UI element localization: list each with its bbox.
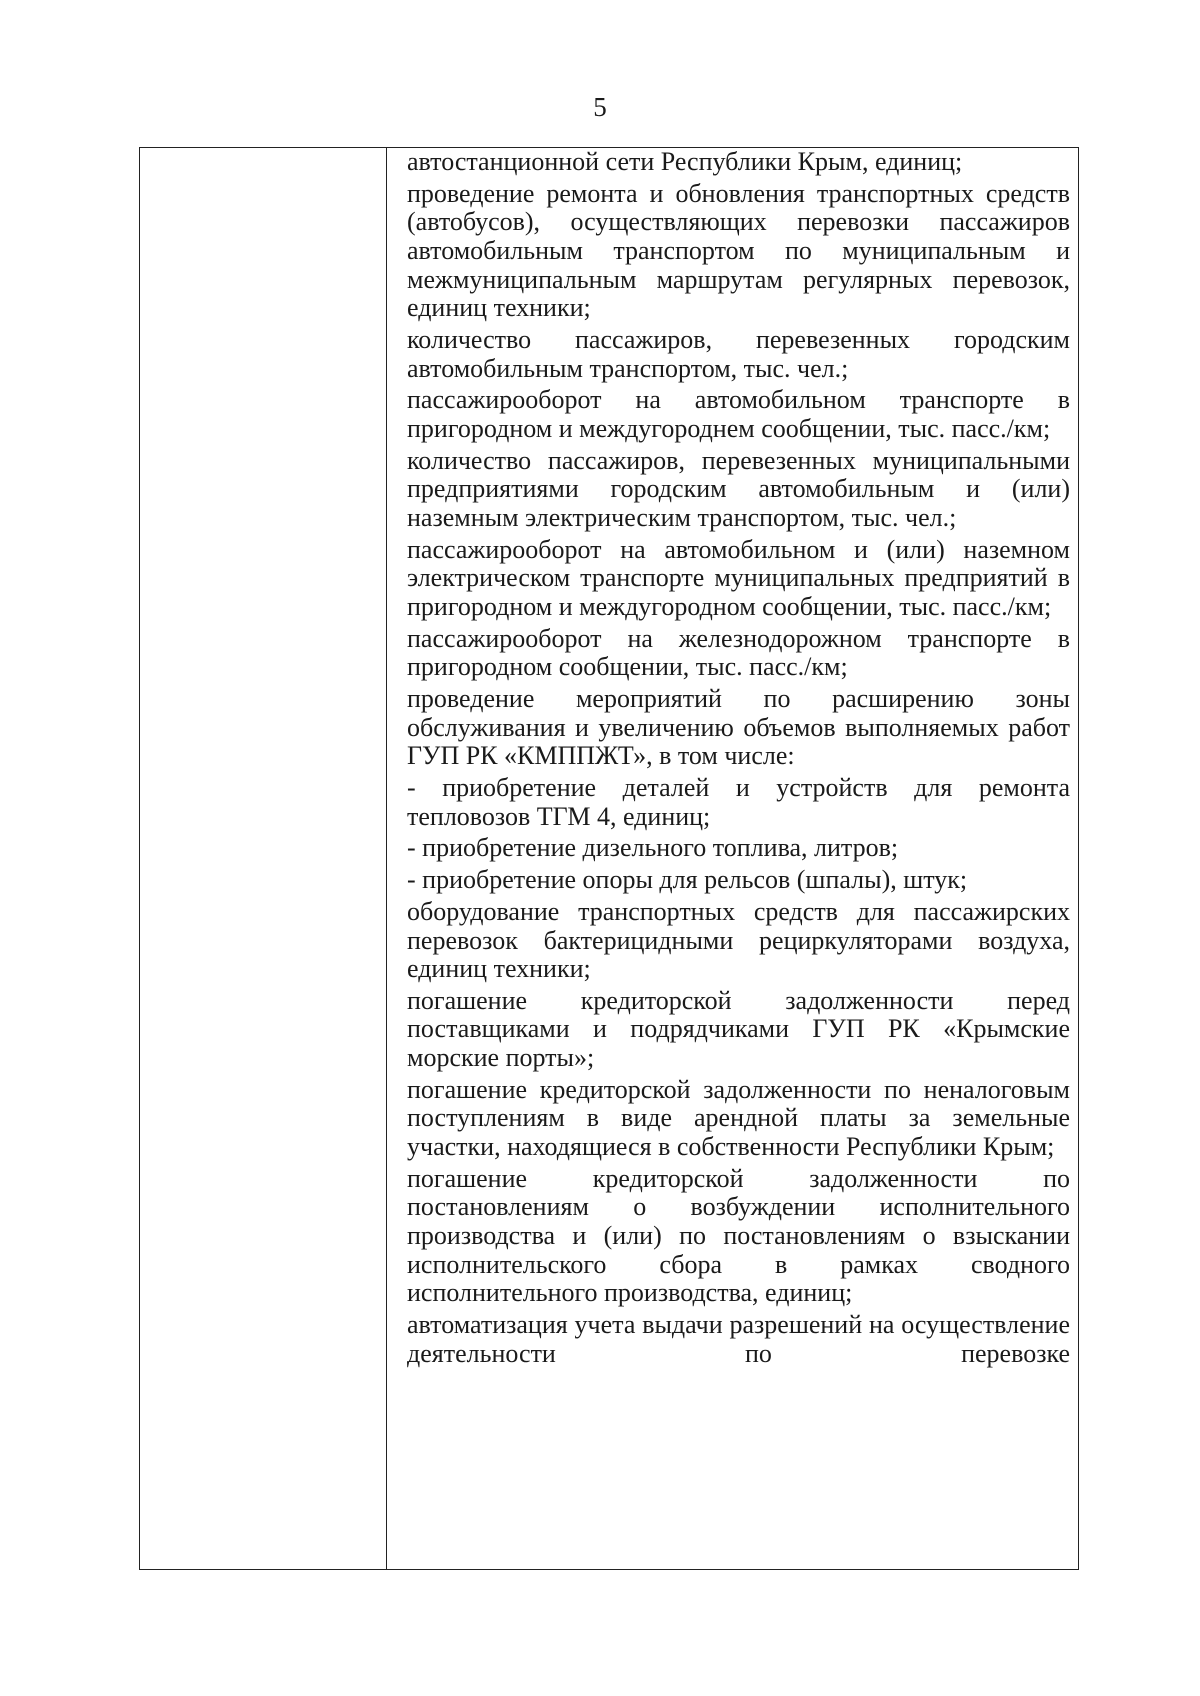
indicator-paragraph: - приобретение деталей и устройств для ремонта тепловозов ТГМ 4, единиц;	[407, 772, 1070, 831]
indicator-paragraph: - приобретение опоры для рельсов (шпалы), штук;	[407, 865, 968, 895]
indicator-paragraph: пассажирооборот на железнодорожном транспорте в пригородном сообщении, тыс. пасс./км;	[407, 623, 1070, 682]
indicator-paragraph: погашение кредиторской задолженности по неналоговым поступлениям в виде арендной платы за земельные участки, находящиеся в собственности Республики Крым;	[407, 1074, 1070, 1162]
indicator-paragraph: автостанционной сети Республики Крым, единиц;	[407, 148, 963, 176]
indicator-paragraph: пассажирооборот на автомобильном транспорте в пригородном и междугороднем сообщении, тыс. пасс./км;	[407, 385, 1070, 443]
indicator-paragraph: - приобретение дизельного топлива, литров;	[407, 833, 899, 863]
indicator-paragraph: пассажирооборот на автомобильном и (или) наземном электрическом транспорте муниципальных предприятий в пригородном и междугородном сообщении, тыс. пасс./км;	[407, 534, 1070, 621]
indicator-paragraph: проведение мероприятий по расширению зоны обслуживания и увеличению объемов выполняемых работ ГУП РК «КМППЖТ», в том числе:	[407, 684, 1070, 771]
indicator-paragraph: количество пассажиров, перевезенных муниципальными предприятиями городским автомобильным и (или) наземным электрическим транспортом, тыс. чел.;	[407, 445, 1070, 532]
indicator-paragraph: погашение кредиторской задолженности по постановлениям о возбуждении исполнительного производства и (или) по постановлениям о взыскании исполнительского сбора в рамках сводного исполнительного производства, единиц;	[407, 1163, 1070, 1308]
table-right-cell	[387, 148, 1078, 1569]
indicator-paragraph: оборудование транспортных средств для пассажирских перевозок бактерицидными рециркуляторами воздуха, единиц техники;	[407, 896, 1070, 984]
table-left-cell	[140, 148, 387, 1569]
indicator-paragraph: погашение кредиторской задолженности перед поставщиками и подрядчиками ГУП РК «Крымские морские порты»;	[407, 985, 1070, 1073]
indicator-paragraph: автоматизация учета выдачи разрешений на осуществление деятельности по перевозке	[407, 1309, 1070, 1368]
page-number: 5	[593, 92, 607, 122]
indicator-paragraph: проведение ремонта и обновления транспортных средств (автобусов), осуществляющих перевозки пассажиров автомобильным транспортом по муниципальным и межмуниципальным маршрутам регулярных перевозок, единиц техники;	[407, 178, 1070, 323]
indicator-paragraph: количество пассажиров, перевезенных городским автомобильным транспортом, тыс. чел.;	[407, 324, 1070, 383]
indicators-table	[139, 147, 1079, 1570]
